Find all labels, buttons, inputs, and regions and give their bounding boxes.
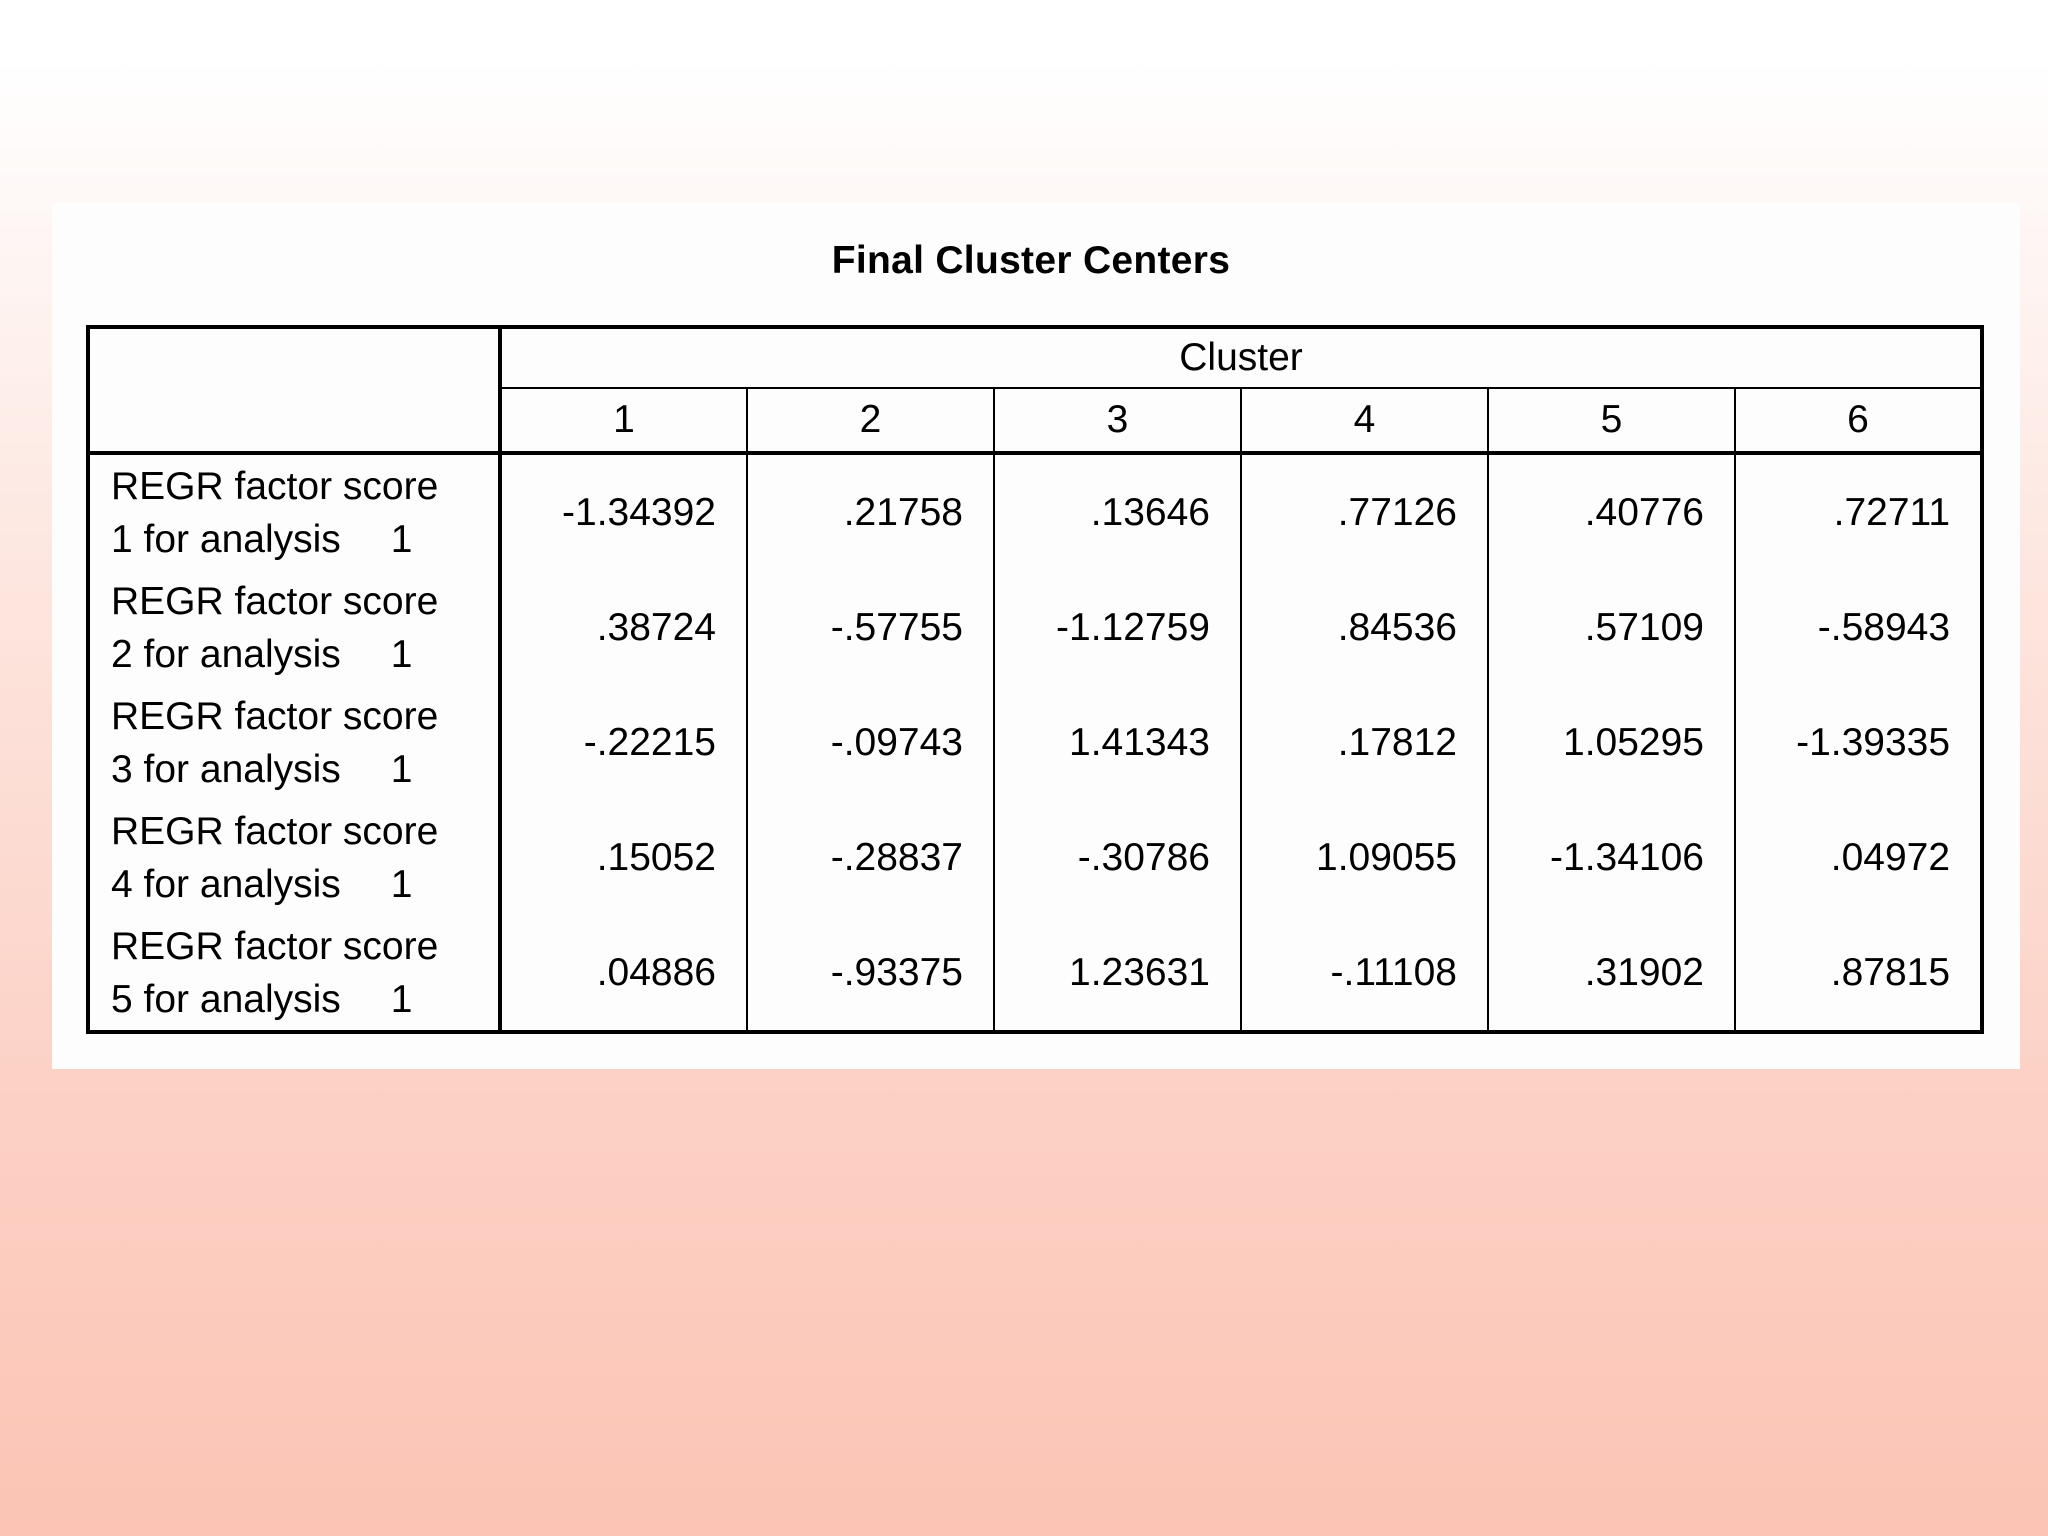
column-header: 2: [747, 388, 994, 453]
row-label-number: 1: [390, 977, 413, 1021]
table-cell: -.30786: [994, 800, 1241, 915]
output-panel: [52, 203, 2020, 1069]
table-cell: -.58943: [1735, 570, 1982, 685]
row-label-number: 1: [390, 517, 413, 561]
table-cell: 1.09055: [1241, 800, 1488, 915]
final-cluster-centers-table: [86, 325, 1984, 1034]
row-label-line2: 5 for analysis: [111, 977, 341, 1021]
row-label-number: 1: [390, 747, 413, 791]
table-cell: .40776: [1488, 453, 1735, 570]
table-cell: -.28837: [747, 800, 994, 915]
row-label-line2: 3 for analysis: [111, 747, 341, 791]
table-title: Final Cluster Centers: [831, 239, 1231, 282]
row-label-line2: 2 for analysis: [111, 632, 341, 676]
table-cell: -.22215: [583, 720, 716, 764]
column-header: 4: [1241, 388, 1488, 453]
table-cell: -.93375: [747, 915, 994, 1032]
row-label: [88, 800, 500, 915]
table-cell: .04972: [1735, 800, 1982, 915]
table-cell: -.57755: [747, 570, 994, 685]
table-cell: -1.34392: [562, 490, 716, 534]
corner-cell: [88, 327, 500, 453]
row-label-line1: REGR factor score: [111, 579, 439, 623]
table-cell: -1.12759: [994, 570, 1241, 685]
table-cell: .21758: [747, 453, 994, 570]
table-cell: .57109: [1488, 570, 1735, 685]
row-label-line1: REGR factor score: [111, 809, 439, 853]
table-cell: -1.39335: [1735, 685, 1982, 800]
column-header: 5: [1488, 388, 1735, 453]
table-cell: .31902: [1488, 915, 1735, 1032]
table-cell: .17812: [1241, 685, 1488, 800]
row-label-line1: REGR factor score: [111, 694, 439, 738]
header-row-group: [88, 327, 1982, 388]
row-label: [88, 570, 500, 685]
table-row: [88, 685, 1982, 800]
table-cell: .87815: [1735, 915, 1982, 1032]
table-cell: 1.05295: [1488, 685, 1735, 800]
table-cell: -.09743: [747, 685, 994, 800]
table-cell: .38724: [596, 605, 716, 649]
table-row: [88, 800, 1982, 915]
table-row: [88, 453, 1982, 570]
column-header: 3: [994, 388, 1241, 453]
row-label: [88, 453, 500, 570]
table-row: [88, 915, 1982, 1032]
table-cell: .13646: [994, 453, 1241, 570]
row-label-line1: REGR factor score: [111, 924, 439, 968]
table-cell: -.11108: [1241, 915, 1488, 1032]
row-label: [88, 685, 500, 800]
table-cell: 1.41343: [994, 685, 1241, 800]
row-label-line2: 4 for analysis: [111, 862, 341, 906]
row-label: [88, 915, 500, 1032]
table-row: [88, 570, 1982, 685]
table-cell: 1.23631: [994, 915, 1241, 1032]
row-label-line1: REGR factor score: [111, 464, 439, 508]
table-cell: .15052: [596, 835, 716, 879]
row-label-line2: 1 for analysis: [111, 517, 341, 561]
column-header: 1: [500, 388, 747, 453]
column-header: 6: [1735, 388, 1982, 453]
cluster-group-header: Cluster: [500, 327, 1982, 388]
row-label-number: 1: [390, 632, 413, 676]
table-cell: .84536: [1241, 570, 1488, 685]
table-cell: .04886: [596, 950, 716, 994]
table-cell: .72711: [1735, 453, 1982, 570]
table-cell: .77126: [1241, 453, 1488, 570]
table-cell: -1.34106: [1488, 800, 1735, 915]
row-label-number: 1: [390, 862, 413, 906]
